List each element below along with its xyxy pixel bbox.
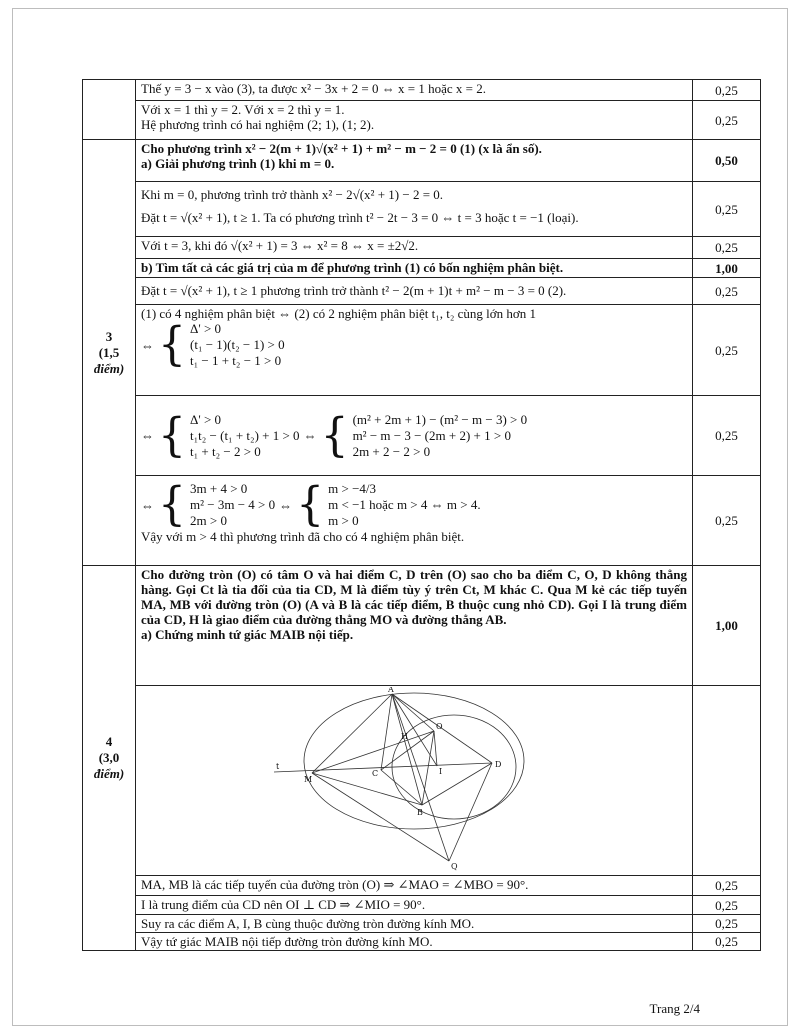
row10-text: ⇔ { 3m + 4 > 0 m² − 3m − 4 > 0 2m > 0 ⇔ { m > −4/3 m < −1 hoặc m > 4 ⇔ m > 4. m > 0 Vậy với m > 4 thì phương trình đã cho có 4 nghiệm phân biệt.	[136, 476, 693, 566]
brace-icon: {	[158, 477, 186, 532]
row11-text	[136, 566, 693, 686]
line-Ct	[274, 763, 492, 772]
q3-label	[83, 140, 136, 566]
grading-table	[82, 79, 761, 951]
q4-label	[83, 566, 136, 951]
row11-problem: Cho đường tròn (O) có tâm O và hai điểm C, D trên (O) sao cho ba điểm C, O, D không thẳng hàng. Gọi Ct là tia đối của tia CD, M là điểm tùy ý trên Ct, M khác C. Qua M kẻ các tiếp tuyến MA, MB với đường tròn (O) (A và B là các tiếp điểm, B thuộc cung nhỏ CD). Gọi I là trung điểm của CD, H là giao điểm của đường thẳng MO và đường thẳng AB.	[141, 567, 687, 627]
label-t: t	[276, 762, 280, 771]
row13-score: 0,25	[693, 876, 761, 896]
q3-number: 3	[105, 328, 113, 344]
row14-text: I là trung điểm của CD nên OI ⊥ CD ⇒ ∠MIO = 90°.	[136, 896, 693, 915]
brace-icon: {	[320, 408, 349, 462]
row9-system-b: (m² + 2m + 1) − (m² − m − 3) > 0 m² − m − 3 − (2m + 2) + 1 > 0 2m + 2 − 2 > 0	[352, 411, 528, 459]
row3-line1: Cho phương trình x² − 2(m + 1)√(x² + 1) + m² − m − 2 = 0 (1) (x là ẩn số).	[141, 141, 542, 156]
line-MO	[312, 731, 434, 773]
label-B: B	[417, 808, 423, 817]
row5-text: Với t = 3, khi đó √(x² + 1) = 3 ⇔ x² = 8 ⇔ x = ±2√2.	[136, 237, 693, 259]
row9-text: ⇔ { Δ' > 0 t₁t₂ − (t₁ + t₂) + 1 > 0 t₁ + t₂ − 2 > 0 ⇔ { (m² + 2m + 1) − (m² − m − 3) > 0 m² − m − 3 − (2m + 2) + 1 > 0 2m + 2 − 2 > 0	[136, 396, 693, 476]
row3-score: 0,50	[693, 140, 761, 182]
row10-system-a: 3m + 4 > 0 m² − 3m − 4 > 0 2m > 0	[190, 481, 276, 528]
row4-score: 0,25	[693, 182, 761, 237]
row10-conclusion: Vậy với m > 4 thì phương trình đã cho có 4 nghiệm phân biệt.	[141, 529, 465, 544]
row3-text	[136, 140, 693, 182]
geometry-figure	[264, 687, 564, 873]
row16-text: Vậy tứ giác MAIB nội tiếp đường tròn đường kính MO.	[136, 933, 693, 951]
row16-score: 0,25	[693, 933, 761, 951]
row13-text: MA, MB là các tiếp tuyến của đường tròn (O) ⇒ ∠MAO = ∠MBO = 90°.	[136, 876, 693, 896]
row2-line2: Hệ phương trình có hai nghiệm (2; 1), (1; 2).	[141, 117, 375, 132]
row4-line2: Đặt t = √(x² + 1), t ≥ 1. Ta có phương trình t² − 2t − 3 = 0 ⇔ t = 3 hoặc t = −1 (loại).	[141, 210, 579, 225]
row15-score: 0,25	[693, 915, 761, 933]
label-Q: Q	[451, 862, 458, 871]
row3-line2: a) Giải phương trình (1) khi m = 0.	[141, 156, 335, 171]
row2-text	[136, 101, 693, 140]
figure-score-cell	[693, 686, 761, 876]
q3-points: (1,5	[98, 344, 120, 360]
row8-score: 0,25	[693, 305, 761, 396]
geometry-figure-cell	[136, 686, 693, 876]
row10-system-b: m > −4/3 m < −1 hoặc m > 4 ⇔ m > 4. m > 0	[328, 481, 481, 528]
label-A: A	[388, 687, 394, 694]
row4-line1: Khi m = 0, phương trình trở thành x² − 2√(x² + 1) − 2 = 0.	[141, 187, 444, 202]
row8-system: ⇔ { Δ' > 0 (t₁ − 1)(t₂ − 1) > 0 t₁ − 1 + t₂ − 1 > 0	[141, 317, 285, 372]
label-M: M	[304, 775, 313, 784]
label-O: O	[436, 722, 443, 731]
row4-text	[136, 182, 693, 237]
brace-icon: {	[296, 477, 325, 532]
q4-points: (3,0	[98, 750, 120, 765]
row5-score: 0,25	[693, 237, 761, 259]
row11-part: a) Chứng minh tứ giác MAIB nội tiếp.	[141, 627, 354, 642]
tangent-MB	[312, 773, 422, 805]
row6-text: b) Tìm tất cả các giá trị của m để phương trình (1) có bốn nghiệm phân biệt.	[136, 259, 693, 278]
row7-text: Đặt t = √(x² + 1), t ≥ 1 phương trình trở thành t² − 2(m + 1)t + m² − m − 3 = 0 (2).	[136, 278, 693, 305]
tangent-MA	[312, 694, 392, 773]
row10-score: 0,25	[693, 476, 761, 566]
label-I: I	[439, 767, 443, 776]
q2-cell	[83, 80, 136, 140]
row11-score: 1,00	[693, 566, 761, 686]
row9-system-a: Δ' > 0 t₁t₂ − (t₁ + t₂) + 1 > 0 t₁ + t₂ − 2 > 0	[190, 411, 300, 459]
row15-text: Suy ra các điểm A, I, B cùng thuộc đường tròn đường kính MO.	[136, 915, 693, 933]
row9-score: 0,25	[693, 396, 761, 476]
row8-text	[136, 305, 693, 396]
row2-score: 0,25	[693, 101, 761, 140]
row1-score: 0,25	[693, 80, 761, 101]
brace-icon: {	[158, 408, 186, 462]
label-D: D	[495, 760, 502, 769]
row1-text: Thế y = 3 − x vào (3), ta được x² − 3x + 2 = 0 ⇔ x = 1 hoặc x = 2.	[136, 80, 693, 101]
label-H: H	[401, 732, 408, 741]
line-AB	[392, 694, 422, 805]
row2-line1: Với x = 1 thì y = 2. Với x = 2 thì y = 1.	[141, 102, 345, 117]
q4-unit: điểm)	[93, 766, 125, 781]
row7-score: 0,25	[693, 278, 761, 305]
row14-score: 0,25	[693, 896, 761, 915]
row6-score: 1,00	[693, 259, 761, 278]
label-C: C	[372, 769, 379, 778]
page-footer: Trang 2/4	[649, 1001, 700, 1016]
brace-icon: {	[158, 317, 186, 372]
row8-intro: (1) có 4 nghiệm phân biệt ⇔ (2) có 2 nghiệm phân biệt t₁, t₂ cùng lớn hơn 1	[141, 306, 537, 321]
q3-unit: điểm)	[93, 360, 125, 376]
q4-number: 4	[105, 734, 113, 749]
